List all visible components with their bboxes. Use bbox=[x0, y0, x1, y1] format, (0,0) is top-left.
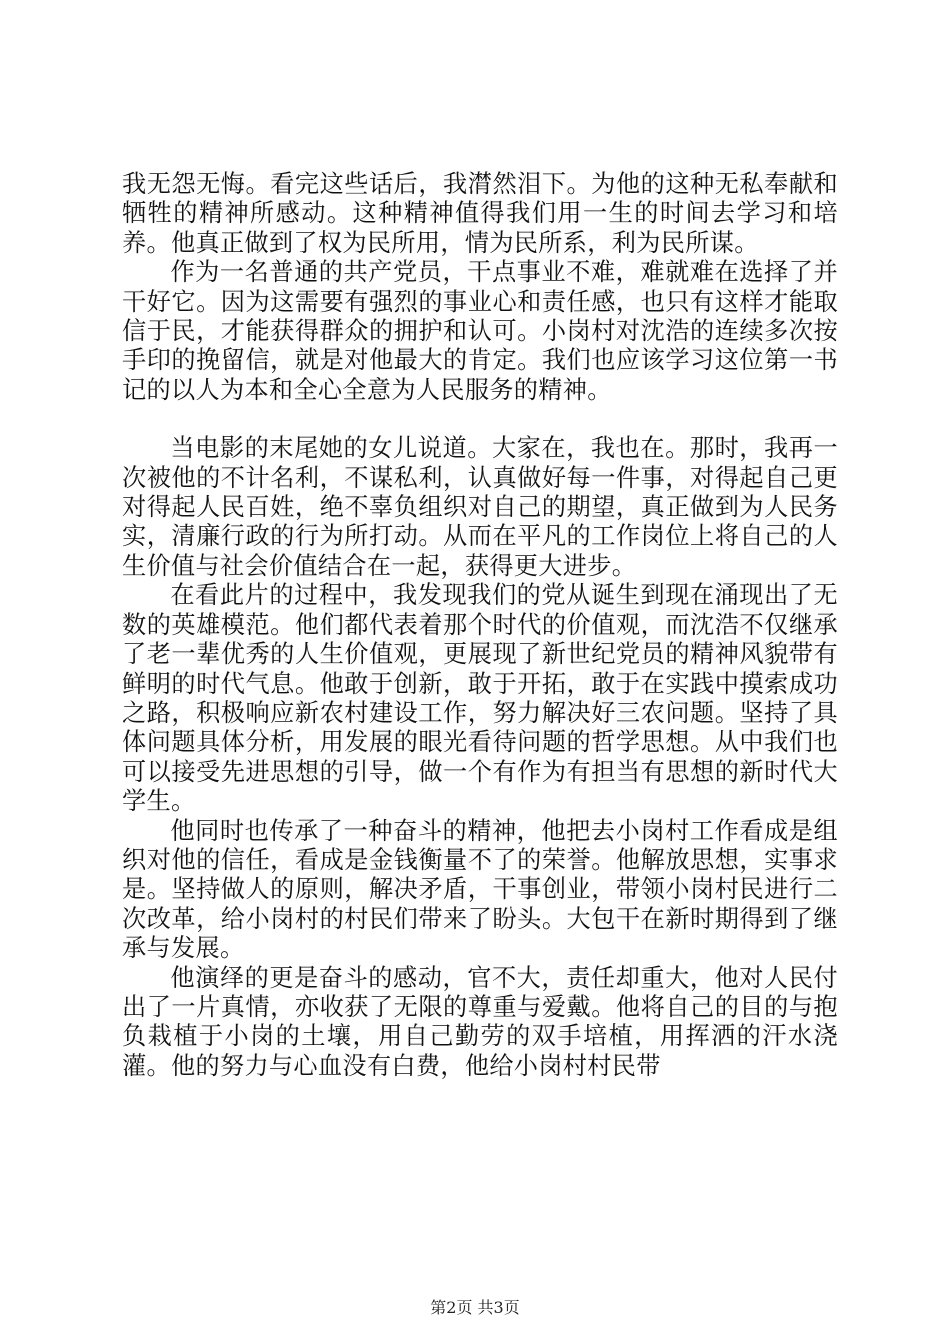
paragraph-3: 当电影的末尾她的女儿说道。大家在，我也在。那时，我再一次被他的不计名利，不谋私利，认真做好每一件事，对得起自己更对得起人民百姓，绝不辜负组织对自己的期望，真正做到为人民务实，清廉行政的行为所打动。从而在平凡的工作岗位上将自己的人生价值与社会价值结合在一起，获得更大进步。 bbox=[122, 434, 838, 580]
paragraph-4: 在看此片的过程中，我发现我们的党从诞生到现在涌现出了无数的英雄模范。他们都代表着那个时代的价值观，而沈浩不仅继承了老一辈优秀的人生价值观，更展现了新世纪党员的精神风貌带有鲜明的时代气息。他敢于创新，敢于开拓，敢于在实践中摸索成功之路，积极响应新农村建设工作，努力解决好三农问题。坚持了具体问题具体分析，用发展的眼光看待问题的哲学思想。从中我们也可以接受先进思想的引导，做一个有作为有担当有思想的新时代大学生。 bbox=[122, 581, 838, 816]
paragraph-1: 我无怨无悔。看完这些话后，我潸然泪下。为他的这种无私奉献和牺牲的精神所感动。这种精神值得我们用一生的时间去学习和培养。他真正做到了权为民所用，情为民所系，利为民所谋。 bbox=[122, 170, 838, 257]
paragraph-6: 他演绎的更是奋斗的感动，官不大，责任却重大，他对人民付出了一片真情，亦收获了无限的尊重与爱戴。他将自己的目的与抱负栽植于小岗的土壤，用自己勤劳的双手培植，用挥洒的汗水浇灌。他的努力与心血没有白费，他给小岗村村民带 bbox=[122, 963, 838, 1080]
document-body bbox=[122, 170, 838, 1081]
paragraph-5: 他同时也传承了一种奋斗的精神，他把去小岗村工作看成是组织对他的信任，看成是金钱衡量不了的荣誉。他解放思想，实事求是。坚持做人的原则，解决矛盾，干事创业，带领小岗村民进行二次改革，给小岗村的村民们带来了盼头。大包干在新时期得到了继承与发展。 bbox=[122, 816, 838, 963]
page-footer: 第2页 共3页 bbox=[430, 1298, 520, 1317]
paragraph-2: 作为一名普通的共产党员，干点事业不难，难就难在选择了并干好它。因为这需要有强烈的事业心和责任感，也只有这样才能取信于民，才能获得群众的拥护和认可。小岗村对沈浩的连续多次按手印的挽留信，就是对他最大的肯定。我们也应该学习这位第一书记的以人为本和全心全意为人民服务的精神。 bbox=[122, 258, 838, 404]
